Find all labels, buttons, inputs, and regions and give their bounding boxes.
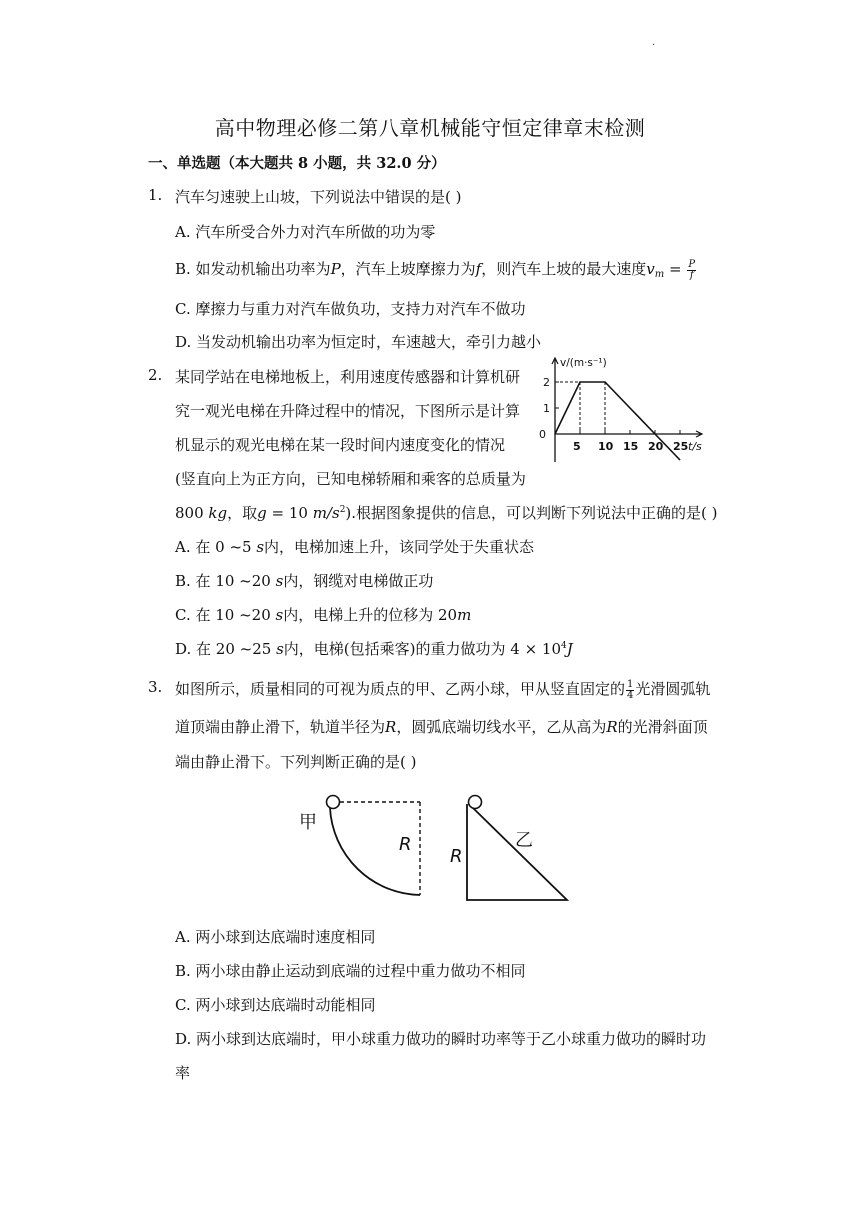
y-tick-label: 2: [543, 376, 550, 389]
q2-line-4: (竖直向上为正方向，已知电梯轿厢和乘客的总质量为: [175, 470, 526, 488]
page-title: 高中物理必修二第八章机械能守恒定律章末检测: [214, 116, 646, 140]
q2-number: 2.: [148, 366, 163, 384]
q3-line-3: 端由静止滑下。下列判断正确的是( ): [175, 753, 417, 771]
x-tick-label: 10: [598, 440, 614, 453]
y-axis-label: v/(m·s⁻¹): [560, 357, 607, 369]
ball-jia: [327, 796, 340, 809]
q3-option-d-line-1: D. 两小球到达底端时，甲小球重力做功的瞬时功率等于乙小球重力做功的瞬时功: [175, 1030, 707, 1048]
q1-option-d: D. 当发动机输出功率为恒定时，车速越大，牵引力越小: [175, 333, 542, 351]
label-r-left: R: [399, 834, 412, 855]
origin-label: 0: [539, 428, 546, 441]
velocity-time-chart: [535, 355, 720, 465]
q3-option-c: C. 两小球到达底端时动能相同: [175, 996, 376, 1014]
q2-line-2: 究一观光电梯在升降过程中的情况，下图所示是计算: [175, 402, 521, 420]
x-tick-label: 25: [673, 440, 689, 453]
q2-line-5: 800 kg，取g = 10 $m/s^2$).根据图象提供的信息，可以判断下列说法中正确的是( ): [175, 504, 718, 522]
q1-option-c: C. 摩擦力与重力对汽车做负功，支持力对汽车不做功: [175, 300, 526, 318]
q3-option-b: B. 两小球由静止运动到底端的过程中重力做功不相同: [175, 962, 526, 980]
ball-yi: [469, 796, 482, 809]
q3-figure: [295, 790, 580, 905]
q3-option-a: A. 两小球到达底端时速度相同: [175, 928, 376, 946]
q2-option-b: B. 在 10 ~20 s内，钢缆对电梯做正功: [175, 572, 434, 590]
q3-line-1: 如图所示，质量相同的可视为质点的甲、乙两小球，甲从竖直固定的 $\frac{1}{4}$ 光滑圆弧轨: [175, 678, 711, 701]
q2-option-d: D. 在 20 ~25 s内，电梯(包括乘客)的重力做功为 $4 \times 10^4J$: [175, 640, 573, 658]
q1-option-b: B. 如发动机输出功率为P，汽车上坡摩擦力为f，则汽车上坡的最大速度$v_m$ = $\frac{P}{f}$: [175, 258, 696, 281]
x-tick-label: 5: [573, 440, 581, 453]
q1-option-a: A. 汽车所受合外力对汽车所做的功为零: [175, 223, 436, 241]
x-tick-label: 15: [623, 440, 639, 453]
q1-number: 1.: [148, 186, 163, 204]
q1-stem: 汽车匀速驶上山坡，下列说法中错误的是( ): [175, 188, 462, 206]
y-tick-label: 1: [543, 402, 550, 415]
x-axis-label: t/s: [688, 440, 702, 453]
q2-line-3: 机显示的观光电梯在某一段时间内速度变化的情况: [175, 436, 506, 454]
q2-option-a: A. 在 0 ~5 s内，电梯加速上升，该同学处于失重状态: [175, 538, 535, 556]
incline-triangle: [467, 804, 567, 900]
q3-line-2: 道顶端由静止滑下，轨道半径为R，圆弧底端切线水平，乙从高为R的光滑斜面顶: [175, 718, 708, 736]
label-yi: 乙: [515, 830, 533, 851]
section-heading: 一、单选题（本大题共 8 小题，共 32.0 分）: [148, 155, 446, 172]
q3-option-d-line-2: 率: [175, 1064, 191, 1082]
header-mark: ·: [652, 40, 656, 51]
q2-option-c: C. 在 10 ~20 s内，电梯上升的位移为 20m: [175, 606, 472, 624]
label-jia: 甲: [299, 812, 317, 833]
q3-number: 3.: [148, 678, 163, 696]
label-r-right: R: [450, 846, 463, 867]
q2-line-1: 某同学站在电梯地板上，利用速度传感器和计算机研: [175, 368, 521, 386]
x-tick-label: 20: [648, 440, 664, 453]
